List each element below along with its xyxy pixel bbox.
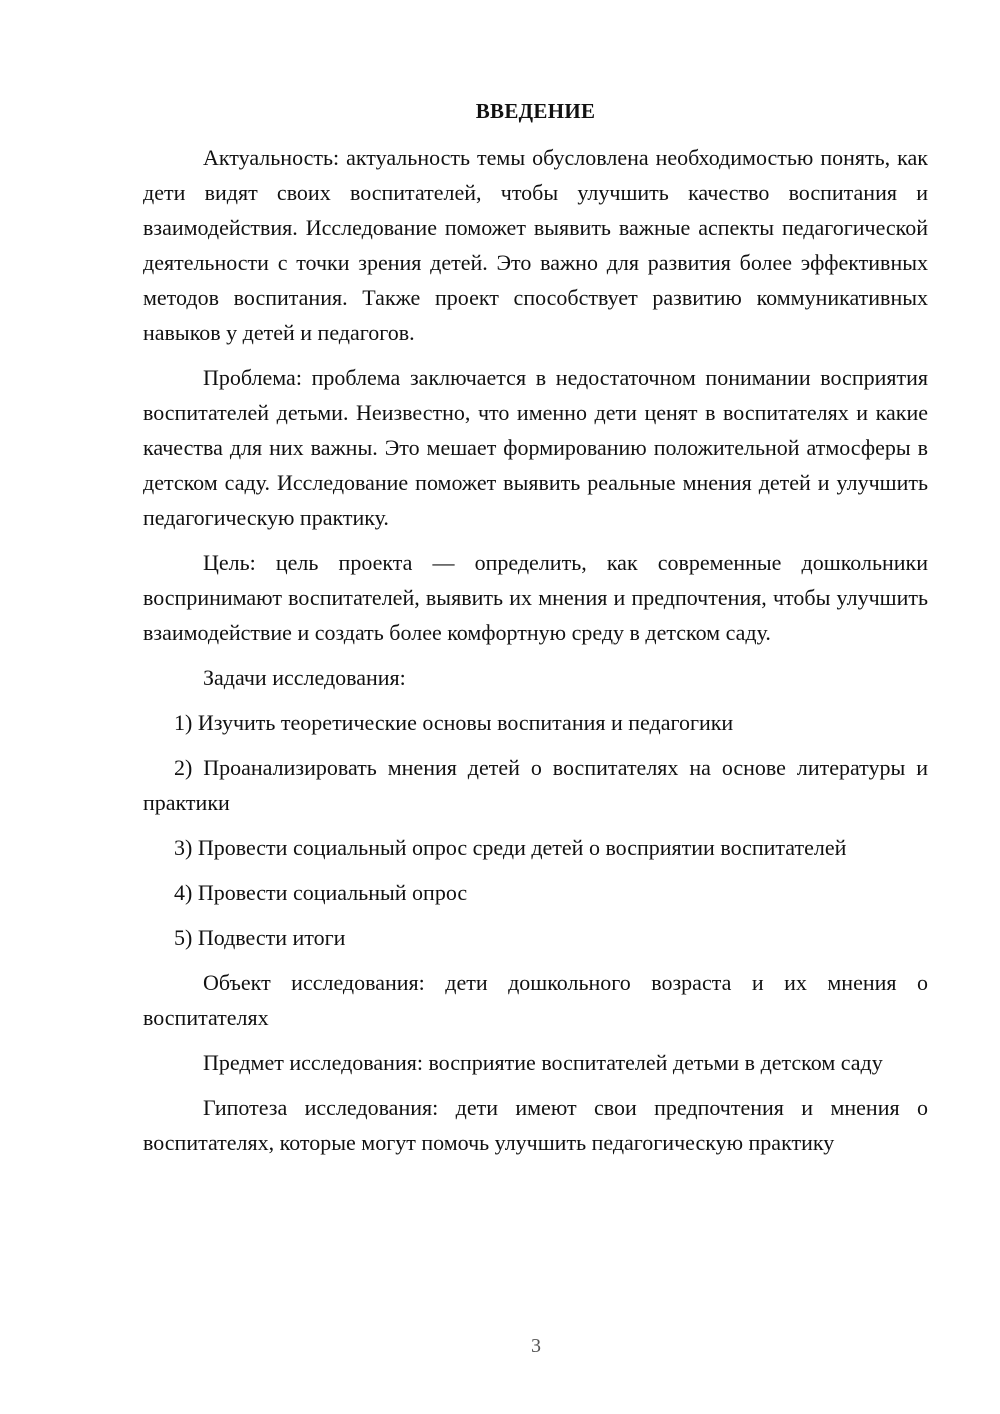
task-item: 3) Провести социальный опрос среди детей о восприятии воспитателей — [174, 835, 847, 860]
task-item: 1) Изучить теоретические основы воспитания и педагогики — [174, 710, 734, 735]
relevance-paragraph: Актуальность: актуальность темы обусловлена необходимостью понять, как дети видят своих воспитателей, чтобы улучшить качество воспитания и взаимодействия. Исследование поможет выявить важные аспекты педагогической деятельности с точки зрения детей. Это важно для развития более эффективных методов воспитания. Также проект способствует развитию коммуникативных навыков у детей и педагогов. — [143, 145, 928, 345]
section-title: ВВЕДЕНИЕ — [475, 99, 596, 123]
hypothesis-paragraph: Гипотеза исследования: дети имеют свои предпочтения и мнения о воспитателях, которые могут помочь улучшить педагогическую практику — [143, 1095, 928, 1155]
page-content — [143, 96, 928, 1160]
tasks-heading: Задачи исследования: — [203, 665, 406, 690]
object-paragraph: Объект исследования: дети дошкольного возраста и их мнения о воспитателях — [143, 970, 928, 1030]
task-item: 4) Провести социальный опрос — [174, 880, 468, 905]
page-number: 3 — [531, 1335, 541, 1357]
task-item: 5) Подвести итоги — [174, 925, 346, 950]
goal-paragraph: Цель: цель проекта — определить, как современные дошкольники воспринимают воспитателей, выявить их мнения и предпочтения, чтобы улучшить взаимодействие и создать более комфортную среду в детском саду. — [143, 550, 928, 645]
task-item: 2) Проанализировать мнения детей о воспитателях на основе литературы и практики — [143, 755, 928, 815]
problem-paragraph: Проблема: проблема заключается в недостаточном понимании восприятия воспитателей детьми. Неизвестно, что именно дети ценят в воспитателях и какие качества для них важны. Это мешает формированию положительной атмосферы в детском саду. Исследование поможет выявить реальные мнения детей и улучшить педагогическую практику. — [143, 365, 928, 530]
subject-paragraph: Предмет исследования: восприятие воспитателей детьми в детском саду — [203, 1050, 883, 1075]
